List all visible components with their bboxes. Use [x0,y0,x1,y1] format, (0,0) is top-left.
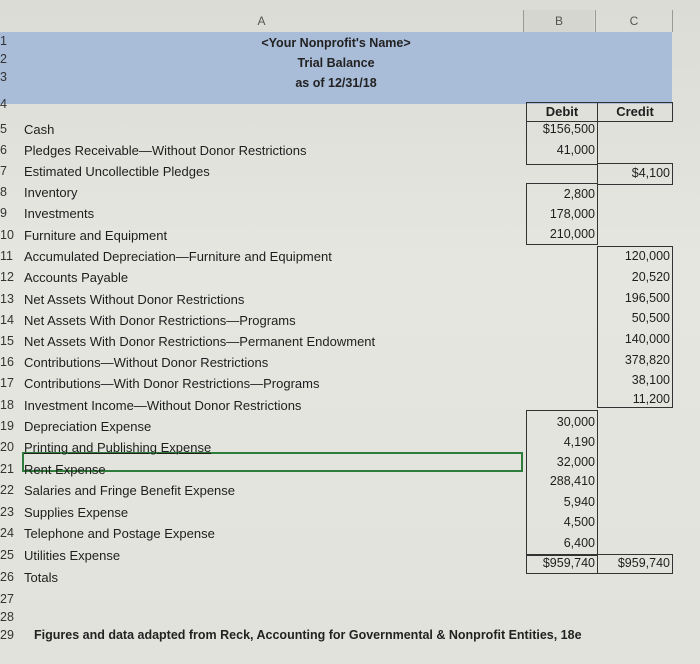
debit-value[interactable]: 32,000 [556,455,595,469]
debit-header: Debit [545,104,579,119]
debit-value[interactable]: 5,940 [563,495,595,509]
column-divider [523,10,524,32]
statement-title: Trial Balance [297,56,375,70]
row-number[interactable]: 8 [0,185,7,199]
account-name[interactable]: Printing and Publishing Expense [24,440,212,455]
debit-value[interactable]: 4,500 [563,515,595,529]
column-divider [595,10,596,32]
credit-value[interactable]: $4,100 [631,166,670,180]
debit-value[interactable]: 210,000 [549,227,595,241]
row-number[interactable]: 7 [0,164,7,178]
debit-value[interactable]: 288,410 [549,474,595,488]
row-number[interactable]: 6 [0,143,7,157]
credit-header: Credit [616,104,654,119]
row-number[interactable]: 12 [0,270,14,284]
row-number[interactable]: 25 [0,548,14,562]
account-name[interactable]: Net Assets Without Donor Restrictions [24,292,245,307]
account-name[interactable]: Depreciation Expense [24,419,152,434]
row-number[interactable]: 11 [0,249,13,263]
row-number[interactable]: 29 [0,628,14,642]
column-divider [672,10,673,32]
account-name[interactable]: Investments [24,206,95,221]
row-number[interactable]: 14 [0,313,14,327]
debit-value[interactable]: 2,800 [563,187,595,201]
row-number[interactable]: 21 [0,462,14,476]
row-number[interactable]: 10 [0,228,14,242]
column-header-b[interactable]: B [524,10,594,32]
credit-value[interactable]: 11,200 [632,392,670,406]
totals-label[interactable]: Totals [24,570,58,585]
credit-value[interactable]: 120,000 [624,249,670,263]
credit-value[interactable]: 196,500 [624,291,670,305]
row-number[interactable]: 1 [0,34,7,48]
account-name[interactable]: Rent Expense [24,462,106,477]
account-name[interactable]: Supplies Expense [24,505,129,520]
row-number[interactable]: 27 [0,592,14,606]
row-number[interactable]: 17 [0,376,14,390]
account-name[interactable]: Contributions—With Donor Restrictions—Programs [24,376,320,391]
credit-value[interactable]: 50,500 [631,311,670,325]
row-number[interactable]: 16 [0,355,14,369]
row-number[interactable]: 19 [0,419,14,433]
account-name[interactable]: Telephone and Postage Expense [24,526,215,541]
column-header-c[interactable]: C [629,14,639,28]
column-header-a[interactable]: A [257,14,266,28]
row-number[interactable]: 23 [0,505,14,519]
account-name[interactable]: Accounts Payable [24,270,129,285]
account-name[interactable]: Estimated Uncollectible Pledges [24,164,210,179]
account-name[interactable]: Cash [24,122,55,137]
row-number[interactable]: 24 [0,526,14,540]
row-number[interactable]: 5 [0,122,7,136]
account-name[interactable]: Pledges Receivable—Without Donor Restrictions [24,143,307,158]
row-number[interactable]: 20 [0,440,14,454]
debit-value[interactable]: 6,400 [563,536,595,550]
account-name[interactable]: Accumulated Depreciation—Furniture and Equipment [24,249,332,264]
account-name[interactable]: Contributions—Without Donor Restrictions [24,355,269,370]
account-name[interactable]: Investment Income—Without Donor Restrictions [24,398,302,413]
org-name: <Your Nonprofit's Name> [261,36,411,50]
row-number[interactable]: 2 [0,52,7,66]
row-number[interactable]: 13 [0,292,14,306]
row-number[interactable]: 3 [0,70,7,84]
credit-value[interactable]: 378,820 [624,353,670,367]
account-name[interactable]: Furniture and Equipment [24,228,168,243]
credit-value[interactable]: 20,520 [631,270,670,284]
account-name[interactable]: Utilities Expense [24,548,121,563]
row-number[interactable]: 18 [0,398,14,412]
debit-value[interactable]: 41,000 [556,143,595,157]
row-number[interactable]: 9 [0,206,7,220]
debit-value[interactable]: $156,500 [542,122,595,136]
row-number[interactable]: 28 [0,610,14,624]
account-name[interactable]: Net Assets With Donor Restrictions—Programs [24,313,296,328]
account-name[interactable]: Salaries and Fringe Benefit Expense [24,483,236,498]
total-credit[interactable]: $959,740 [617,556,670,570]
footnote[interactable]: Figures and data adapted from Reck, Accounting for Governmental & Nonprofit Entities, 18e [34,628,582,642]
account-name[interactable]: Inventory [24,185,78,200]
debit-value[interactable]: 178,000 [549,207,595,221]
credit-value[interactable]: 140,000 [624,332,670,346]
statement-date: as of 12/31/18 [295,76,377,90]
debit-value[interactable]: 30,000 [556,415,595,429]
debit-value[interactable]: 4,190 [563,435,595,449]
row-number[interactable]: 26 [0,570,14,584]
credit-value[interactable]: 38,100 [631,373,670,387]
row-number[interactable]: 22 [0,483,14,497]
row-number[interactable]: 4 [0,97,7,111]
account-name[interactable]: Net Assets With Donor Restrictions—Permanent Endowment [24,334,376,349]
row-number[interactable]: 15 [0,334,14,348]
total-debit[interactable]: $959,740 [542,556,595,570]
